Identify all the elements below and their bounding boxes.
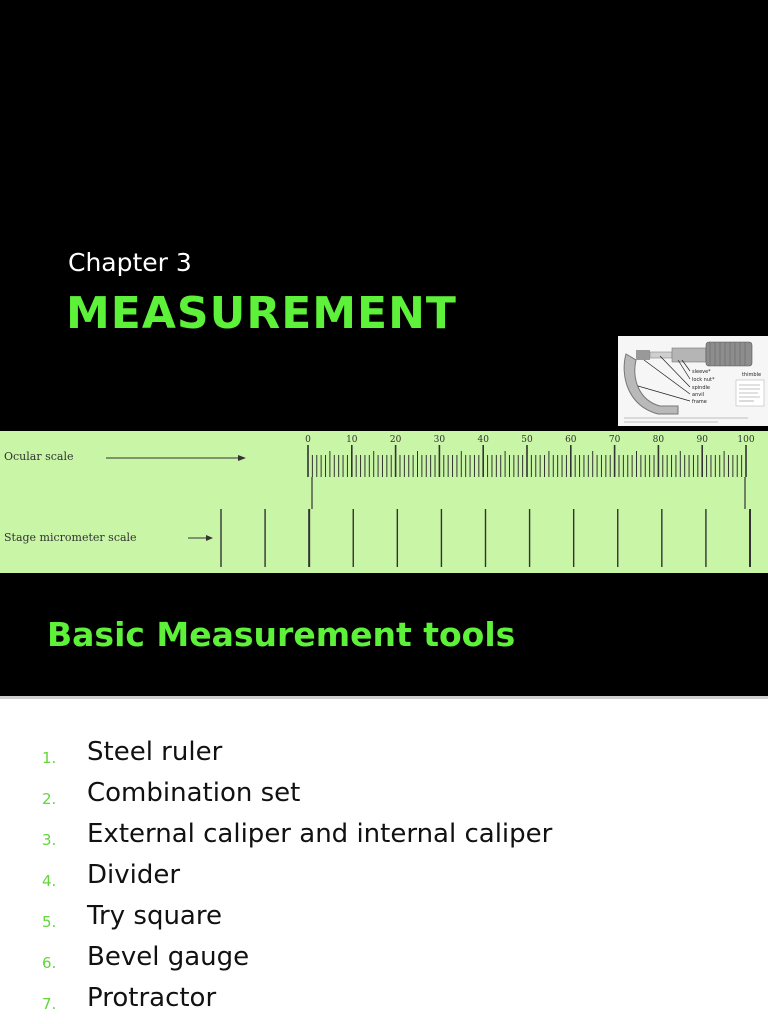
section-header [0, 573, 768, 699]
scale-tick-label: 10 [346, 435, 358, 445]
scale-tick-label: 20 [389, 435, 402, 445]
micrometer-image [618, 336, 768, 426]
tools-list-panel [0, 699, 768, 1024]
scale-tick-label: 30 [433, 435, 446, 445]
list-number: 5. [42, 913, 57, 931]
scale-tick-label: 50 [521, 435, 533, 445]
label-sleeve: sleeve* [692, 369, 711, 375]
scale-tick-label: 40 [477, 435, 489, 445]
ocular-scale-label: Ocular scale [4, 450, 74, 463]
list-number: 6. [42, 954, 57, 972]
ocular-scale-image [0, 431, 768, 573]
list-label: External caliper and internal caliper [87, 819, 553, 849]
slide-title: MEASUREMENT [66, 288, 457, 339]
list-label: Bevel gauge [87, 942, 250, 972]
label-anvil: anvil [692, 392, 704, 398]
scale-tick-label: 80 [652, 435, 665, 445]
list-number: 3. [42, 831, 57, 849]
list-label: Divider [87, 860, 181, 890]
chapter-subtitle: Chapter 3 [68, 248, 192, 277]
scale-tick-label: 70 [608, 435, 621, 445]
micrometer-illustration [618, 336, 768, 426]
section-heading: Basic Measurement tools [47, 615, 516, 654]
label-frame: frame [692, 399, 707, 405]
list-label: Combination set [87, 778, 301, 808]
scale-tick-label: 90 [696, 435, 708, 445]
list-number: 1. [42, 749, 57, 767]
list-number: 7. [42, 995, 57, 1013]
label-lock-nut: lock nut* [692, 377, 715, 383]
stage-scale-label: Stage micrometer scale [4, 531, 137, 544]
scale-tick-label: 100 [737, 435, 755, 445]
scale-graphic [0, 431, 768, 573]
scale-tick-label: 0 [305, 435, 311, 445]
list-number: 4. [42, 872, 57, 890]
list-label: Steel ruler [87, 737, 223, 767]
list-label: Try square [87, 901, 222, 931]
list-label: Protractor [87, 983, 217, 1013]
label-spindle: spindle [692, 385, 710, 391]
label-thimble: thimble [742, 372, 762, 378]
list-number: 2. [42, 790, 57, 808]
scale-tick-label: 60 [565, 435, 577, 445]
